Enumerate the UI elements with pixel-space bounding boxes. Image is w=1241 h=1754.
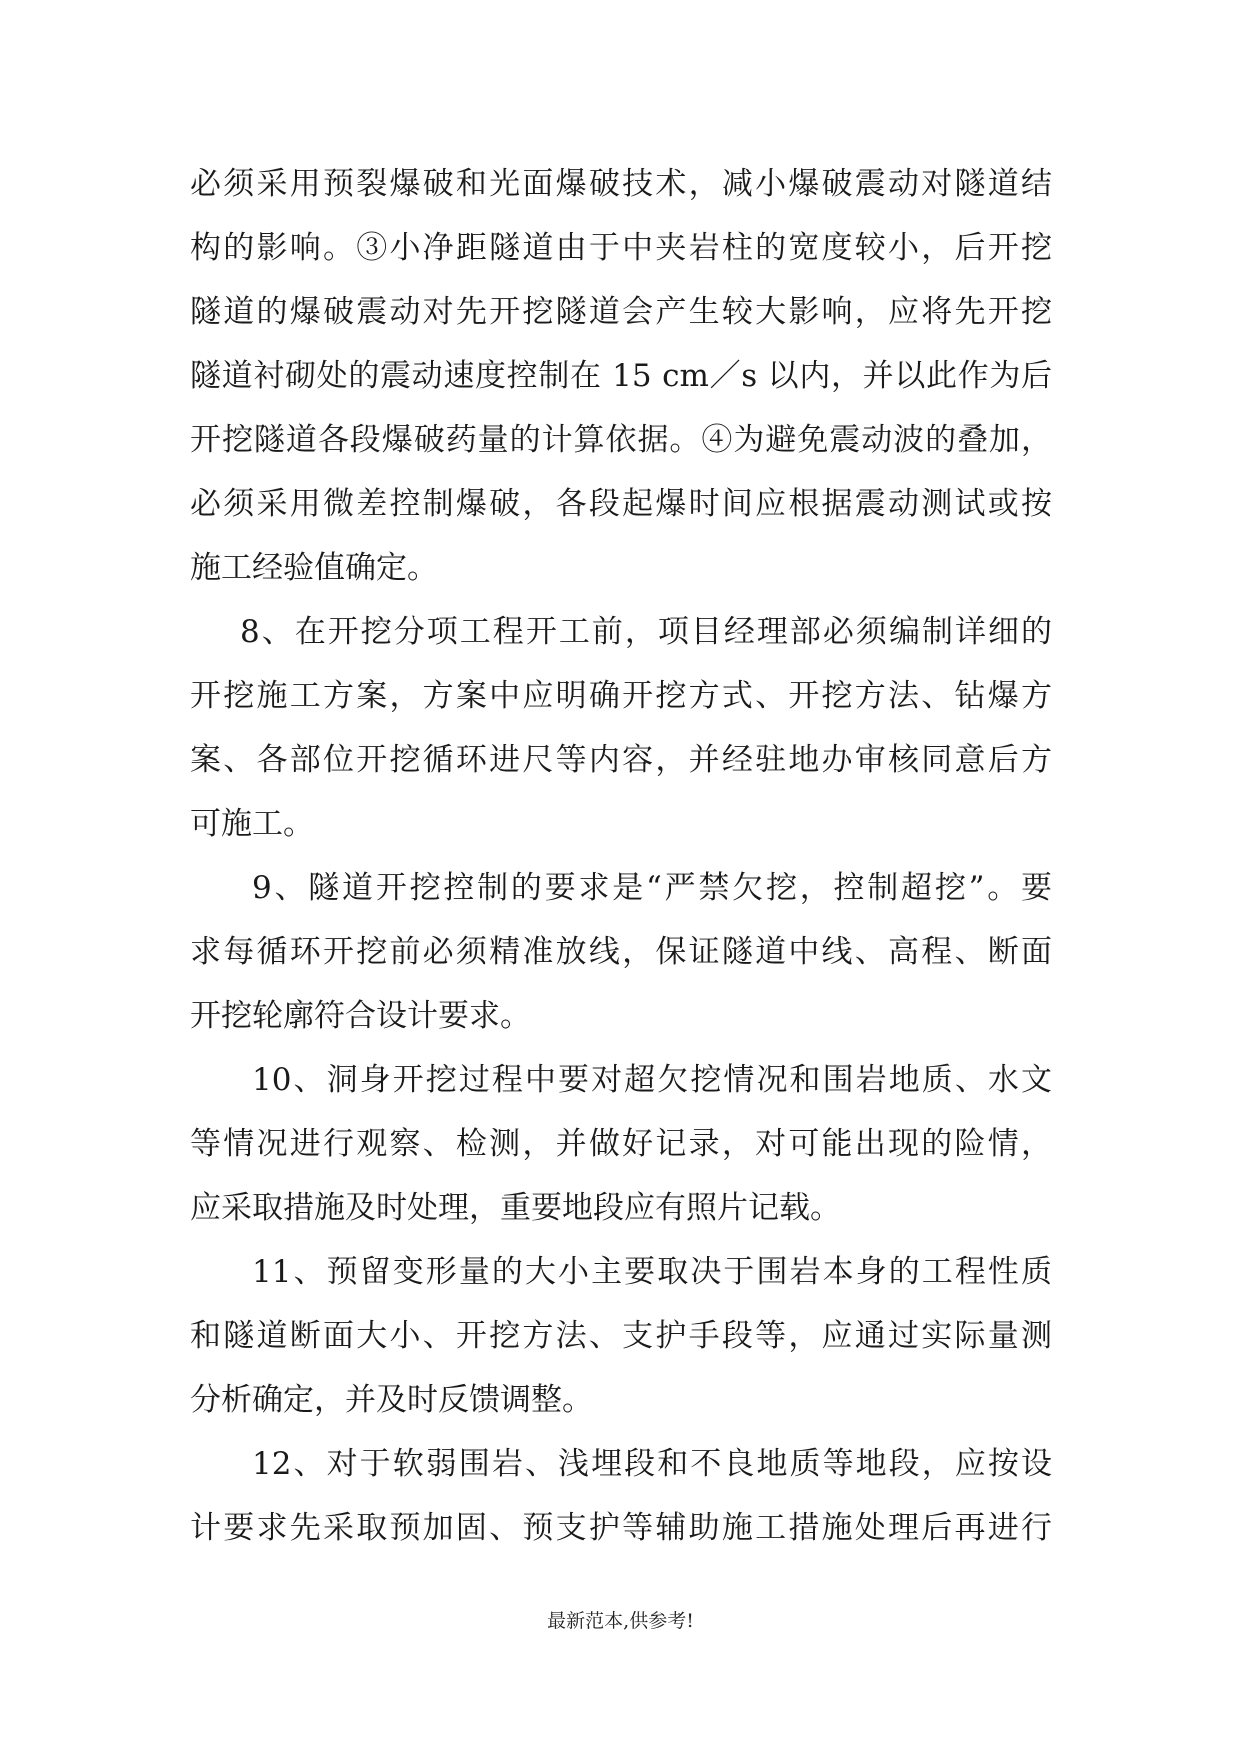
- paragraph-start-line: 12、对于软弱围岩、浅埋段和不良地质等地段，应按设: [252, 1446, 1052, 1482]
- text-line: 开挖轮廓符合设计要求。: [190, 998, 531, 1034]
- text-line: 隧道衬砌处的震动速度控制在 15 cm／s 以内，并以此作为后: [190, 358, 1052, 394]
- paragraph-start-line: 9、隧道开挖控制的要求是“严禁欠挖，控制超挖”。要: [252, 870, 1052, 906]
- page-footer: 最新范本,供参考!: [547, 1610, 694, 1632]
- text-line: 应采取措施及时处理，重要地段应有照片记载。: [190, 1190, 841, 1226]
- text-line: 隧道的爆破震动对先开挖隧道会产生较大影响，应将先开挖: [190, 294, 1052, 330]
- text-line: 开挖隧道各段爆破药量的计算依据。④为避免震动波的叠加，: [190, 422, 1052, 458]
- text-line: 必须采用预裂爆破和光面爆破技术，减小爆破震动对隧道结: [190, 166, 1052, 202]
- text-line: 开挖施工方案，方案中应明确开挖方式、开挖方法、钻爆方: [190, 678, 1052, 714]
- text-line: 案、各部位开挖循环进尺等内容，并经驻地办审核同意后方: [190, 742, 1052, 778]
- paragraph-start-line: 10、洞身开挖过程中要对超欠挖情况和围岩地质、水文: [252, 1062, 1052, 1098]
- document-body: [190, 152, 1052, 1560]
- paragraph-start-line: 11、预留变形量的大小主要取决于围岩本身的工程性质: [252, 1254, 1052, 1290]
- text-line: 求每循环开挖前必须精准放线，保证隧道中线、高程、断面: [190, 934, 1052, 970]
- text-line: 施工经验值确定。: [190, 550, 438, 586]
- paragraph-start-line: 8、在开挖分项工程开工前，项目经理部必须编制详细的: [240, 614, 1052, 650]
- text-line: 计要求先采取预加固、预支护等辅助施工措施处理后再进行: [190, 1510, 1052, 1546]
- text-line: 和隧道断面大小、开挖方法、支护手段等，应通过实际量测: [190, 1318, 1052, 1354]
- text-line: 分析确定，并及时反馈调整。: [190, 1382, 593, 1418]
- text-line: 必须采用微差控制爆破，各段起爆时间应根据震动测试或按: [190, 486, 1052, 522]
- text-line: 等情况进行观察、检测，并做好记录，对可能出现的险情，: [190, 1126, 1052, 1162]
- text-line: 可施工。: [190, 806, 314, 842]
- text-line: 构的影响。③小净距隧道由于中夹岩柱的宽度较小，后开挖: [190, 230, 1052, 266]
